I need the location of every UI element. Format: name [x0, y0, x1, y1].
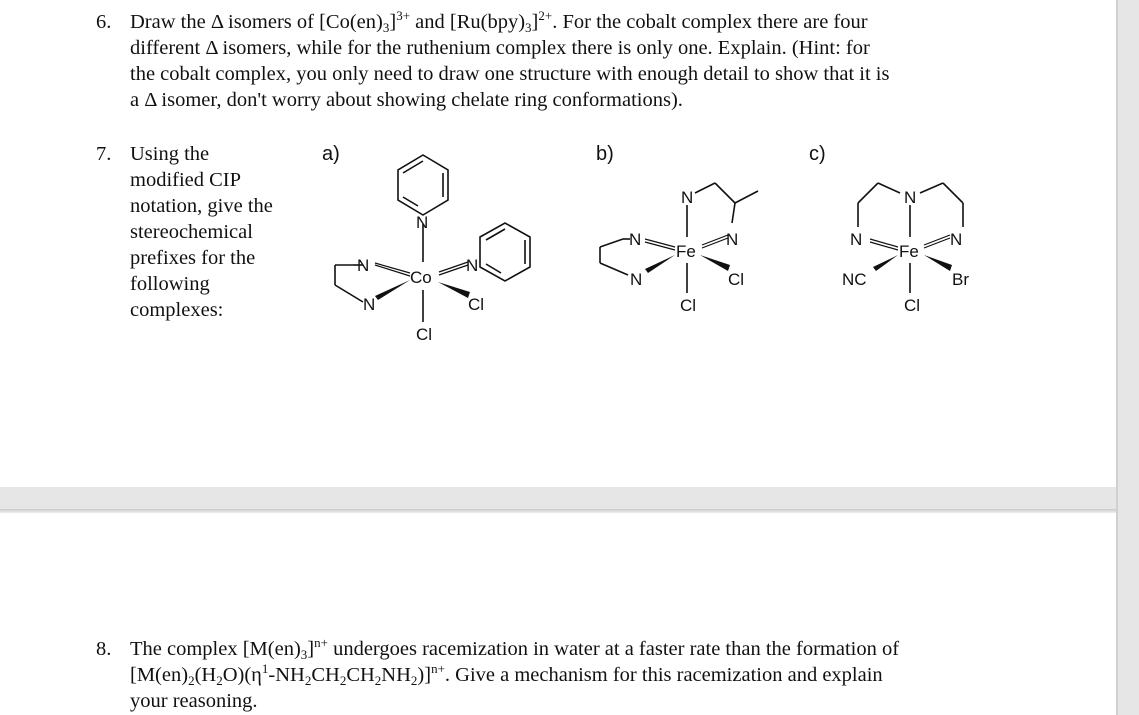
atom-b-n-top: N	[681, 188, 694, 207]
question-7-number: 7.	[96, 143, 112, 165]
question-7-line-6: following	[130, 273, 210, 295]
structure-b-fe-complex	[590, 175, 790, 325]
atom-c-n-top: N	[904, 188, 917, 207]
atom-b-cl-right: Cl	[728, 270, 745, 289]
atom-a-n-right: N	[466, 256, 479, 275]
question-7-line-1: Using the	[130, 143, 210, 165]
atom-a-cl-right: Cl	[468, 295, 485, 314]
page-gap	[0, 487, 1139, 511]
atom-c-metal: Fe	[899, 242, 919, 261]
question-6-number: 6.	[96, 11, 112, 33]
atom-b-n-right: N	[726, 230, 739, 249]
question-7-line-3: notation, give the	[130, 195, 273, 217]
atom-c-n-right: N	[950, 230, 963, 249]
question-7-line-5: prefixes for the	[130, 247, 256, 269]
page-gap-shadow	[0, 509, 1139, 513]
atom-b-cl-bottom: Cl	[680, 296, 697, 315]
atom-c-nc: NC	[842, 270, 867, 289]
part-b-label: b)	[596, 143, 614, 165]
question-6-line-1: Draw the Δ isomers of $[Co(en)_3]^{3+}$ and $[Ru(bpy)_3]^{2+}$. For the cobalt complex there are four	[130, 8, 868, 35]
question-8-line-3: your reasoning.	[130, 690, 258, 712]
question-7-text	[130, 141, 273, 323]
question-8-line-2: $[M(en)_2(H_2O)(\eta^1-NH_2CH_2CH_2NH_2)]^{n+}$. Give a mechanism for this racemization and explain	[130, 661, 883, 688]
question-8-text	[130, 636, 899, 714]
question-7-line-7: complexes:	[130, 299, 224, 321]
atom-b-n-left: N	[629, 230, 642, 249]
viewer-scroll-gutter	[1116, 0, 1139, 715]
atom-a-n-left: N	[357, 256, 370, 275]
question-6-line-3: the cobalt complex, you only need to draw one structure with enough detail to show that it is	[130, 63, 890, 85]
atom-c-cl-bottom: Cl	[904, 296, 921, 315]
part-c-label: c)	[809, 143, 826, 165]
question-8-number: 8.	[96, 638, 112, 660]
question-6-line-4: a Δ isomer, don't worry about showing chelate ring conformations).	[130, 89, 683, 111]
question-7-line-2: modified CIP	[130, 169, 242, 191]
atom-b-n-bottom: N	[630, 270, 643, 289]
structure-c-fe-complex	[838, 175, 988, 325]
question-6-text	[130, 9, 889, 113]
part-a-label: a)	[322, 143, 340, 165]
atom-a-metal: Co	[410, 268, 432, 287]
atom-c-n-left: N	[850, 230, 863, 249]
atom-b-metal: Fe	[676, 242, 696, 261]
atom-c-br: Br	[952, 270, 969, 289]
question-7-line-4: stereochemical	[130, 221, 253, 243]
atom-a-cl-bottom: Cl	[416, 325, 433, 344]
viewer-gutter-edge	[1116, 0, 1118, 715]
question-6-line-2: different Δ isomers, while for the ruthenium complex there is only one. Explain. (Hint: for	[130, 37, 870, 59]
question-8-line-1: The complex $[M(en)_3]^{n+}$ undergoes racemization in water at a faster rate than the formation of	[130, 635, 900, 662]
structure-a-co-complex	[320, 140, 560, 350]
atom-a-n-top: N	[416, 213, 429, 232]
atom-a-n-bottom: N	[363, 295, 376, 314]
